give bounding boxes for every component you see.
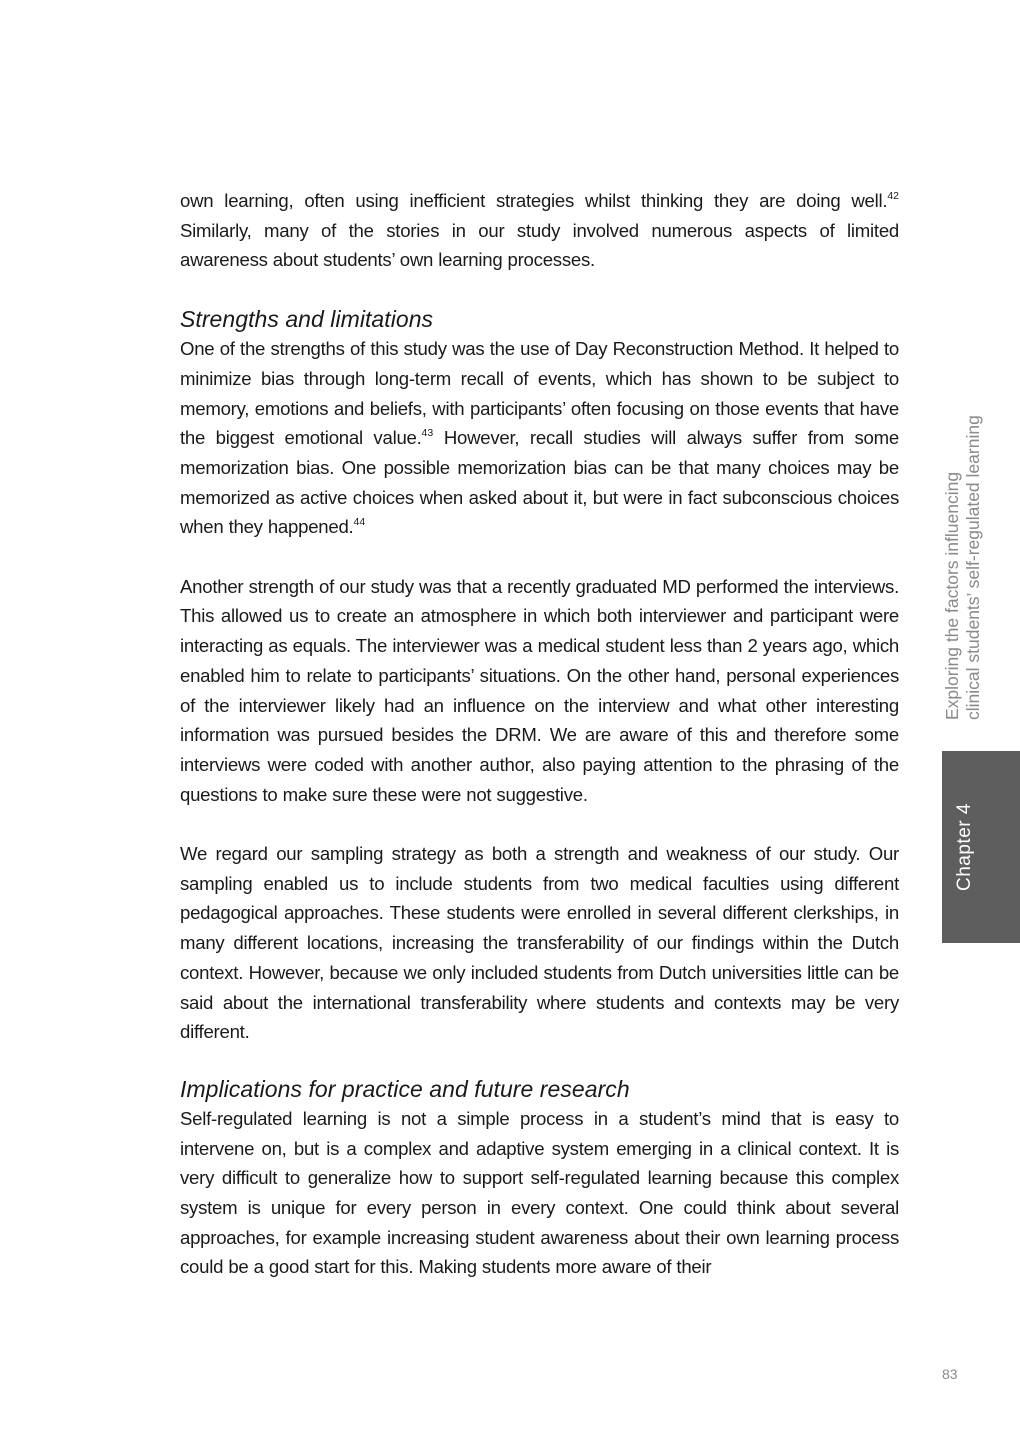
strengths-paragraph-1: [180, 334, 899, 542]
strengths-paragraph-2: Another strength of our study was that a recently graduated MD performed the interviews. This allowed us to create an atmosphere in which both interviewer and participant were interacting as equals. The interviewer was a medical student less than 2 years ago, which enabled him to relate to participants’ situations. On the other hand, personal experiences of the interviewer likely had an influence on the interview and what other interesting information was pursued besides the DRM. We are aware of this and therefore some interviews were coded with another author, also paying attention to the phrasing of the questions to make sure these were not suggestive.: [180, 575, 899, 805]
intro-paragraph: [180, 186, 899, 275]
running-header-line-1: Exploring the factors influencing: [942, 471, 962, 720]
running-header-vertical: [942, 378, 988, 720]
running-header-text: [942, 378, 984, 720]
implications-paragraph-1: Self-regulated learning is not a simple process in a student’s mind that is easy to intervene on, but is a complex and adaptive system emerging in a clinical context. It is very difficult to generalize how to support self-regulated learning because this complex system is unique for every person in every context. One could think about several approaches, for example increasing student awareness about their own learning process could be a good start for this. Making students more aware of their: [180, 1107, 899, 1278]
chapter-label: Chapter 4: [954, 803, 975, 891]
chapter-tab: [942, 751, 1020, 943]
paragraph-text: One of the strengths of this study was the use of Day Reconstruction Method. It helped to minimize bias through long-term recall of events, which has shown to be subject to memory, emotions and beliefs, with participants’ often focusing on those events that have the biggest emotional value.: [180, 338, 899, 449]
reference-superscript: 44: [353, 516, 366, 529]
section-heading-strengths: Strengths and limitations: [180, 306, 434, 333]
reference-superscript: 43: [421, 427, 434, 440]
page-number: 83: [942, 1366, 958, 1382]
section-heading-implications: Implications for practice and future research: [180, 1075, 630, 1102]
reference-superscript: 42: [887, 190, 899, 202]
running-header-line-2: clinical students’ self-regulated learning: [963, 415, 983, 720]
paragraph-text: However, recall studies will always suffer from some memorization bias. One possible memorization bias can be that many choices may be memorized as active choices when asked about it, but were in fact subconscious choices when they happened.: [180, 427, 899, 538]
strengths-paragraph-3: We regard our sampling strategy as both a strength and weakness of our study. Our sampling enabled us to include students from two medical faculties using different pedagogical approaches. These students were enrolled in several different clerkships, in many different locations, increasing the transferability of our findings within the Dutch context. However, because we only included students from Dutch universities little can be said about the international transferability where students and contexts may be very different.: [180, 843, 899, 1043]
paragraph-text: Similarly, many of the stories in our study involved numerous aspects of limited awareness about students’ own learning processes.: [180, 219, 899, 271]
paragraph-text: own learning, often using inefficient strategies whilst thinking they are doing well.: [180, 190, 888, 211]
main-content: [180, 186, 899, 1282]
